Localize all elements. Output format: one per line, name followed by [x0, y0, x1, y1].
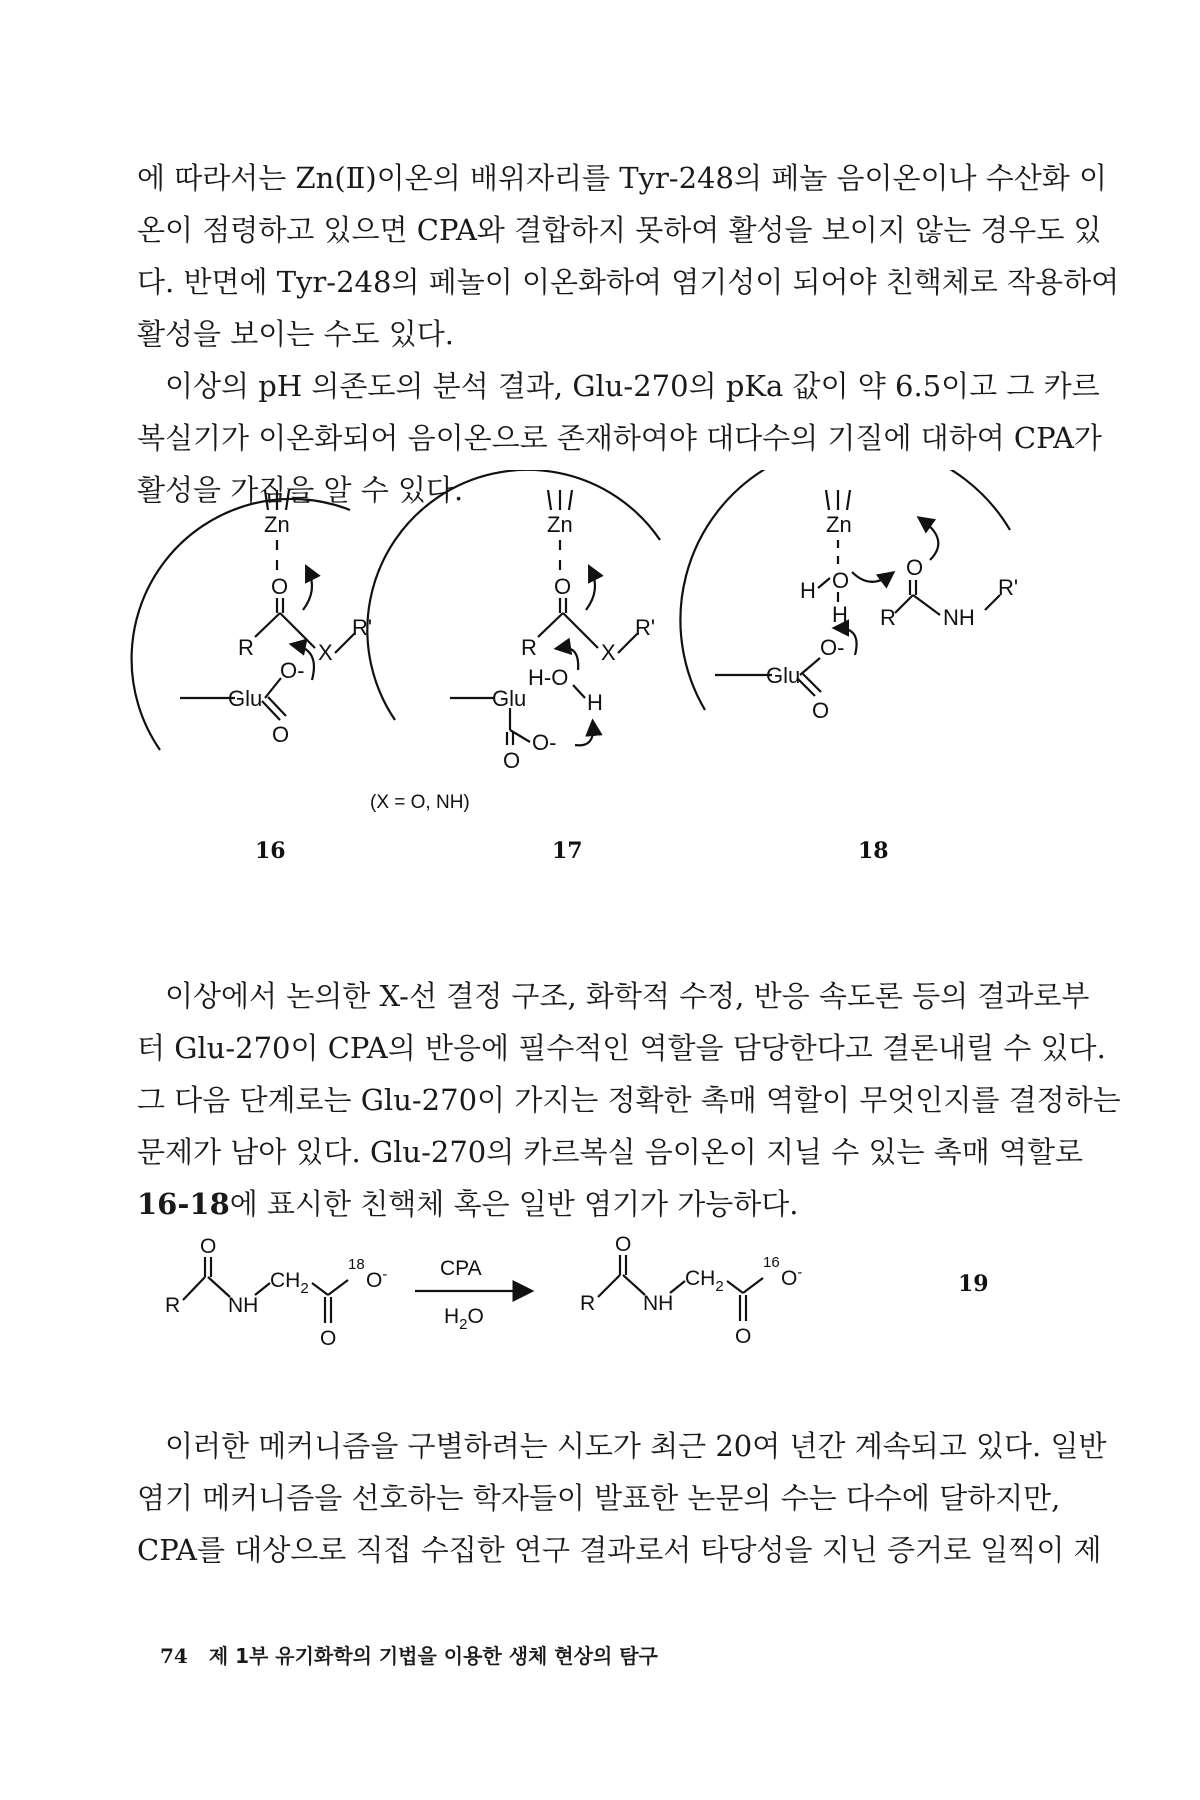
r-prime-label: R'	[635, 615, 656, 640]
oxygen-label: O	[735, 1325, 752, 1348]
h-label: H	[800, 578, 816, 603]
o-minus-label: O-	[532, 730, 557, 755]
paragraph-1	[137, 152, 1120, 360]
h-label: H	[587, 690, 603, 715]
x-label: X	[601, 640, 616, 665]
oxygen-label: O	[832, 568, 850, 593]
text-line: 이상의 pH 의존도의 분석 결과, Glu-270의 pKa 값이 약 6.5이고 그 카르	[165, 369, 1100, 403]
text-line: 온이 점령하고 있으면 CPA와 결합하지 못하여 활성을 보이지 않는 경우도 있	[137, 213, 1102, 247]
text-line: 활성을 보이는 수도 있다.	[137, 317, 455, 351]
oxygen-label: O	[200, 1235, 217, 1258]
text-line: 다. 반면에 Tyr-248의 페놀이 이온화하여 염기성이 되어야 친핵체로 작용하여	[137, 265, 1120, 299]
oxygen-label: O	[554, 574, 572, 599]
text-line: 에 따라서는 Zn(Ⅱ)이온의 배위자리를 Tyr-248의 페놀 음이온이나 수산화 이	[137, 161, 1108, 195]
text-line: 염기 메커니즘을 선호하는 학자들이 발표한 논문의 수는 다수에 달하지만,	[137, 1481, 1061, 1515]
glu-label: Glu	[766, 663, 801, 688]
r-label: R	[580, 1292, 596, 1315]
isotope-18-label: 18	[348, 1256, 365, 1273]
compound-number: 18	[858, 838, 889, 864]
reagent-cpa: CPA	[440, 1257, 482, 1280]
ch2-label: $CH_2$	[270, 1269, 309, 1297]
page-number: 74	[160, 1644, 188, 1668]
text-line: CPA를 대상으로 직접 수집한 연구 결과로서 타당성을 지닌 증거로 일찍이 제	[137, 1533, 1102, 1567]
h-label: H	[832, 602, 848, 627]
o-minus-label: O-	[781, 1264, 803, 1290]
compound-number: 19	[958, 1271, 989, 1297]
glu-label: Glu	[228, 686, 263, 711]
compound-number: 16	[255, 838, 286, 864]
zn-label: Zn	[264, 512, 290, 537]
text-line	[137, 1178, 1042, 1230]
o-minus-label: O-	[366, 1266, 388, 1292]
text-line: 활성을 가짐을 알 수 있다.	[137, 473, 464, 507]
x-note: (X = O, NH)	[370, 792, 470, 813]
x-label: X	[318, 640, 333, 665]
reaction-scheme	[0, 1235, 1200, 1375]
paragraph-3	[137, 970, 1121, 1230]
glu-label: Glu	[492, 686, 527, 711]
r-label: R	[238, 635, 254, 660]
running-title: 제 1부 유기화학의 기법을 이용한 생체 현상의 탐구	[208, 1644, 658, 1668]
compound-ref: 16-18	[137, 1187, 230, 1221]
r-label: R	[165, 1294, 181, 1317]
text-fragment: 에 표시한 친핵체 혹은 일반 염기가 가능하다.	[229, 1187, 799, 1221]
r-prime-label: R'	[352, 615, 373, 640]
text-line: 문제가 남아 있다. Glu-270의 카르복실 음이온이 지닐 수 있는 촉매 역할로	[137, 1135, 1084, 1169]
compound-number: 17	[552, 838, 583, 864]
zn-label: Zn	[547, 512, 573, 537]
nh-label: NH	[643, 1292, 674, 1315]
nh-label: NH	[943, 605, 975, 630]
o-minus-label: O-	[280, 658, 305, 683]
text-line: 터 Glu-270이 CPA의 반응에 필수적인 역할을 담당한다고 결론내릴 수 있다.	[137, 1031, 1106, 1065]
oxygen-label: O	[812, 698, 830, 723]
zn-label: Zn	[826, 512, 852, 537]
isotope-16-label: 16	[763, 1254, 780, 1271]
oxygen-label: O	[906, 555, 924, 580]
oxygen-label: O	[272, 722, 290, 747]
mechanism-figure	[0, 470, 1200, 940]
text-line: 그 다음 단계로는 Glu-270이 가지는 정확한 촉매 역할이 무엇인지를 결정하는	[137, 1083, 1121, 1117]
o-minus-label: O-	[820, 635, 845, 660]
text-line: 이상에서 논의한 X-선 결정 구조, 화학적 수정, 반응 속도론 등의 결과로부	[165, 979, 1090, 1013]
solvent-water: $H_2O$	[444, 1305, 484, 1333]
paragraph-4	[137, 1420, 1107, 1576]
r-prime-label: R'	[998, 575, 1019, 600]
oxygen-label: O	[615, 1235, 632, 1256]
r-label: R	[880, 605, 896, 630]
oxygen-label: O	[320, 1327, 337, 1350]
nh-label: NH	[228, 1294, 259, 1317]
ch2-label: $CH_2$	[685, 1267, 724, 1295]
text-line: 복실기가 이온화되어 음이온으로 존재하여야 대다수의 기질에 대하여 CPA가	[137, 421, 1102, 455]
h-o-label: H-O	[528, 665, 569, 690]
text-line: 이러한 메커니즘을 구별하려는 시도가 최근 20여 년간 계속되고 있다. 일반	[165, 1429, 1107, 1463]
oxygen-label: O	[503, 748, 521, 773]
r-label: R	[521, 635, 537, 660]
oxygen-label: O	[271, 574, 289, 599]
page-footer	[160, 1640, 658, 1669]
